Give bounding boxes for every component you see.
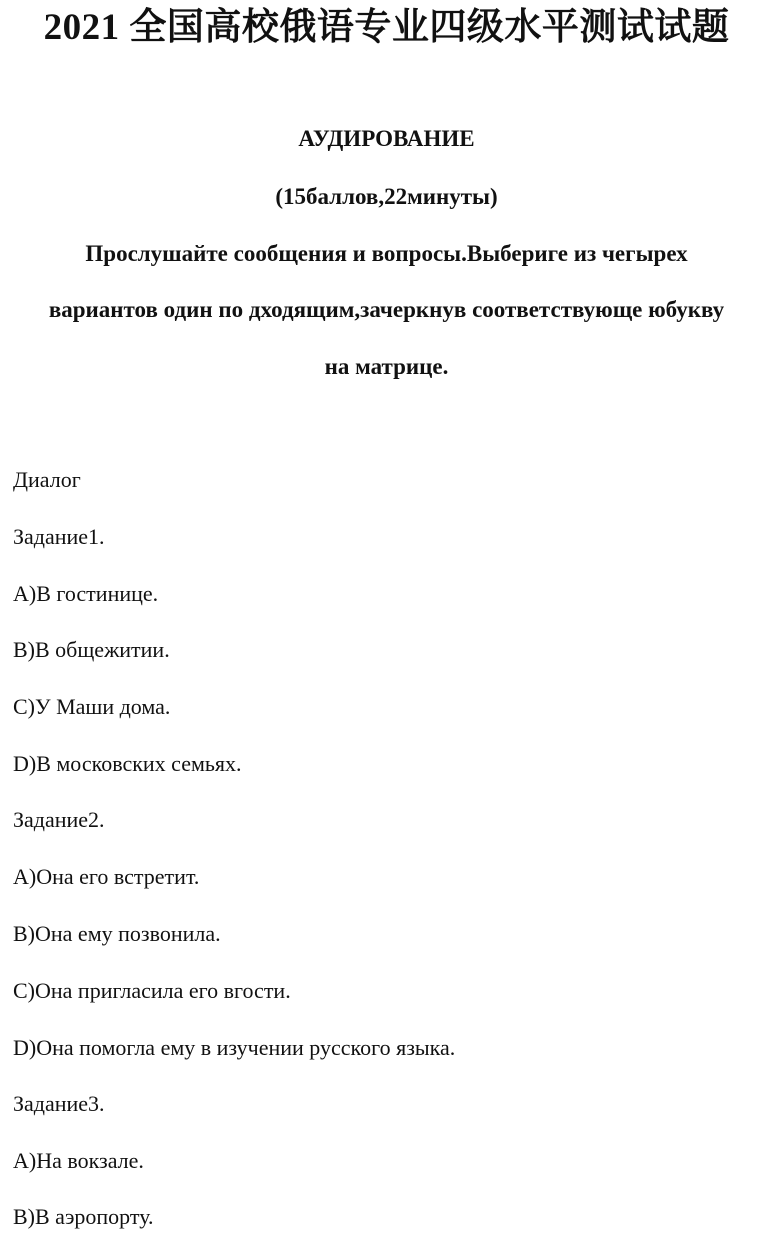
task-1-option-c: C)У Маши дома. bbox=[13, 694, 171, 719]
task-2-option-b: B)Она ему позвонила. bbox=[13, 921, 221, 946]
task-2-option-a: A)Она его встретит. bbox=[13, 864, 200, 889]
instruction-line-1: Прослушайте сообщения и вопросы.Выбериге из чегырех bbox=[85, 241, 688, 266]
task-1-option-d: D)В московских семьях. bbox=[13, 751, 242, 776]
task-2-option-c: C)Она пригласила его вгости. bbox=[13, 978, 291, 1003]
instruction-line-3: на матрице. bbox=[324, 354, 449, 379]
task-3-label: Задание3. bbox=[13, 1091, 105, 1116]
task-1-option-a: A)В гостинице. bbox=[13, 581, 159, 606]
task-1-label: Задание1. bbox=[13, 524, 105, 549]
page-title: 2021 全国高校俄语专业四级水平测试试题 bbox=[43, 7, 730, 48]
task-1-option-b: B)В общежитии. bbox=[13, 637, 170, 662]
task-2-option-d: D)Она помогла ему в изучении русского языка. bbox=[13, 1035, 456, 1060]
task-3-option-a: A)На вокзале. bbox=[13, 1148, 144, 1173]
section-heading: АУДИРОВАНИЕ bbox=[298, 126, 475, 151]
task-2-label: Задание2. bbox=[13, 807, 105, 832]
instruction-line-2: вариантов один по дходящим,зачеркнув соответствующе юбукву bbox=[48, 297, 725, 322]
task-3-option-b: B)В аэропорту. bbox=[13, 1204, 154, 1229]
dialog-label: Диалог bbox=[13, 467, 81, 492]
section-points: (15баллов,22минуты) bbox=[275, 184, 498, 209]
